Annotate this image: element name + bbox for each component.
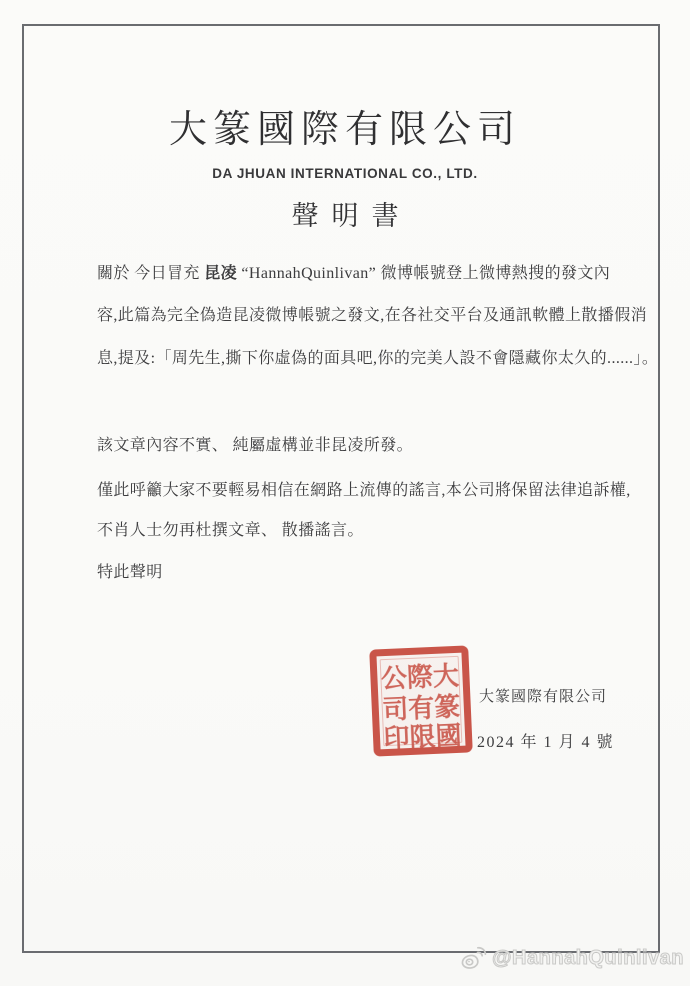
statement-title: 聲明書	[291, 201, 412, 231]
seal-char-1: 大	[432, 661, 460, 692]
seal-char-6: 限	[408, 722, 437, 753]
watermark-handle: @HannahQuinlivan	[492, 946, 684, 969]
body-line-6: 不肖人士勿再杜撰文章、 散播謠言。	[97, 522, 364, 539]
company-name-english: DA JHUAN INTERNATIONAL CO., LTD.	[212, 166, 478, 181]
weibo-watermark	[460, 946, 684, 970]
company-name-chinese: 大篆國際有限公司	[168, 109, 521, 151]
company-seal-stamp	[368, 644, 475, 758]
seal-char-7: 公	[380, 663, 408, 694]
seal-char-2: 篆	[433, 692, 461, 723]
body-line-1-suffix: “HannahQuinlivan” 微博帳號登上微博熱搜的發文內	[237, 265, 611, 282]
body-line-5: 僅此呼籲大家不要輕易相信在網路上流傳的謠言,本公司將保留法律追訴權,	[97, 482, 631, 499]
closing-statement: 特此聲明	[97, 564, 163, 581]
body-line-2: 容,此篇為完全偽造昆凌微博帳號之發文,在各社交平台及通訊軟體上散播假消	[97, 307, 648, 324]
body-line-3: 息,提及:「周先生,撕下你虛偽的面具吧,你的完美人設不會隱藏你太久的......」。	[97, 350, 659, 367]
seal-char-3: 國	[434, 721, 463, 752]
signature-date: 2024 年 1 月 4 號	[477, 734, 615, 751]
signature-company-name: 大篆國際有限公司	[479, 689, 608, 705]
seal-char-5: 有	[407, 693, 435, 724]
body-line-1	[97, 260, 610, 283]
body-line-1-prefix: 關於 今日冒充	[97, 265, 205, 282]
seal-char-8: 司	[381, 694, 409, 725]
body-line-1-emphasis: 昆凌	[204, 265, 238, 282]
seal-char-9: 印	[382, 723, 411, 754]
weibo-icon	[460, 946, 487, 970]
body-line-4: 該文章內容不實、 純屬虛構並非昆凌所發。	[97, 437, 414, 454]
seal-char-4: 際	[406, 662, 434, 693]
